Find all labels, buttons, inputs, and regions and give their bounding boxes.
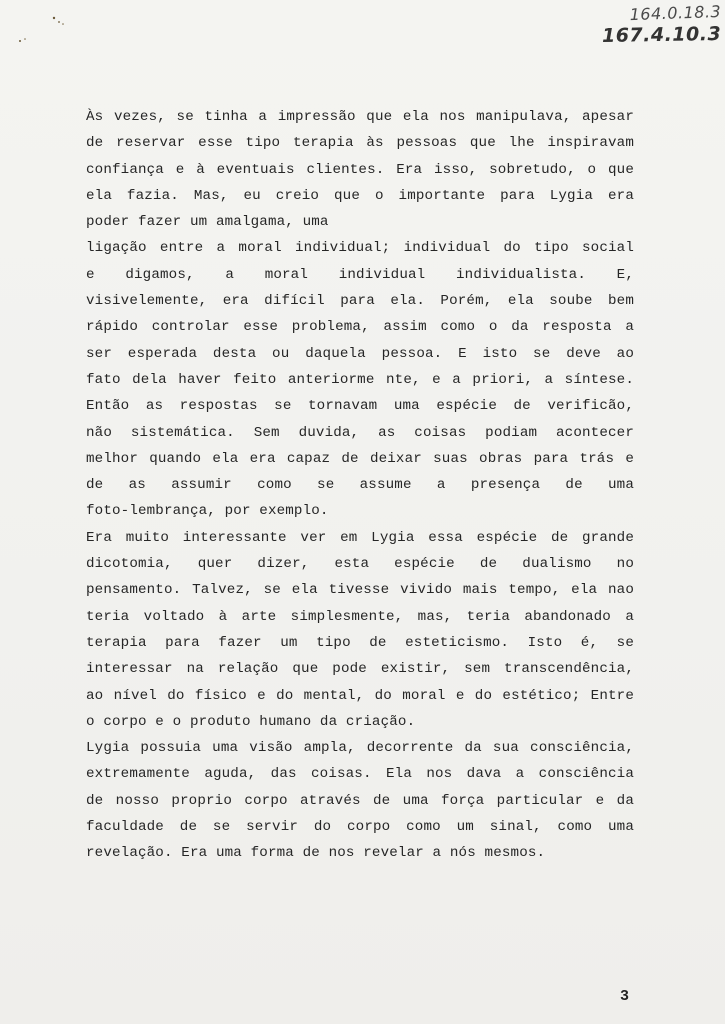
text-line-3: confiança e à eventuais clientes. Era isso, sobretudo, o que <box>86 161 634 178</box>
text-line-6: ligação entre a moral individual; individual do tipo social <box>86 240 634 257</box>
archive-code-1: 164.0.18.3 <box>629 1 722 25</box>
speck-5 <box>24 38 26 40</box>
text-line-5: poder fazer um amalgama, uma <box>86 214 329 231</box>
text-line-28: faculdade de se servir do corpo como um sinal, como uma <box>86 819 634 836</box>
text-line-23: ao nível do físico e do mental, do moral e do estético; Entre <box>86 687 634 704</box>
text-line-12: Então as respostas se tornavam uma espécie de verificão, <box>86 398 634 415</box>
speck-1 <box>53 17 55 19</box>
text-line-14: melhor quando ela era capaz de deixar suas obras para trás e <box>86 450 634 467</box>
page-number: 3 <box>620 988 630 1005</box>
archive-reference-codes <box>601 1 722 48</box>
text-line-24: o corpo e o produto humano da criação. <box>86 713 416 730</box>
text-line-13: não sistemática. Sem duvida, as coisas podiam acontecer <box>86 424 634 441</box>
text-line-7: e digamos, a moral individual individualista. E, <box>86 266 634 283</box>
text-line-19: pensamento. Talvez, se ela tivesse vivido mais tempo, ela nao <box>86 582 634 599</box>
speck-4 <box>19 40 21 42</box>
text-line-22: interessar na relação que pode existir, sem transcendência, <box>86 661 634 678</box>
speck-3 <box>62 23 64 25</box>
text-line-18: dicotomia, quer dizer, esta espécie de dualismo no <box>86 556 634 573</box>
text-line-8: visivelemente, era difícil para ela. Porém, ela soube bem <box>86 293 634 310</box>
text-line-10: ser esperada desta ou daquela pessoa. E isto se deve ao <box>86 345 634 362</box>
text-line-9: rápido controlar esse problema, assim como o da resposta a <box>86 319 634 336</box>
archive-code-2: 167.4.10.3 <box>601 22 722 48</box>
text-line-26: extremamente aguda, das coisas. Ela nos dava a consciência <box>86 766 634 783</box>
text-line-25: Lygia possuia uma visão ampla, decorrente da sua consciência, <box>86 740 634 757</box>
text-line-27: de nosso proprio corpo através de uma força particular e da <box>86 792 634 809</box>
text-line-2: de reservar esse tipo terapia às pessoas que lhe inspiravam <box>86 135 634 152</box>
text-line-15: de as assumir como se assume a presença de uma <box>86 477 634 494</box>
text-line-11: fato dela haver feito anteriorme nte, e a priori, a síntese. <box>86 371 634 388</box>
text-line-29: revelação. Era uma forma de nos revelar a nós mesmos. <box>86 845 546 862</box>
typed-body-text <box>86 104 634 867</box>
text-line-17: Era muito interessante ver em Lygia essa espécie de grande <box>86 529 634 546</box>
paper-specks <box>0 0 80 60</box>
text-line-21: terapia para fazer um tipo de esteticismo. Isto é, se <box>86 634 634 651</box>
speck-2 <box>58 21 60 23</box>
text-line-16: foto-lembrança, por exemplo. <box>86 503 329 520</box>
text-line-4: ela fazia. Mas, eu creio que o importante para Lygia era <box>86 187 634 204</box>
text-line-1: Às vezes, se tinha a impressão que ela nos manipulava, apesar <box>86 109 634 125</box>
text-line-20: teria voltado à arte simplesmente, mas, teria abandonado a <box>86 608 634 625</box>
